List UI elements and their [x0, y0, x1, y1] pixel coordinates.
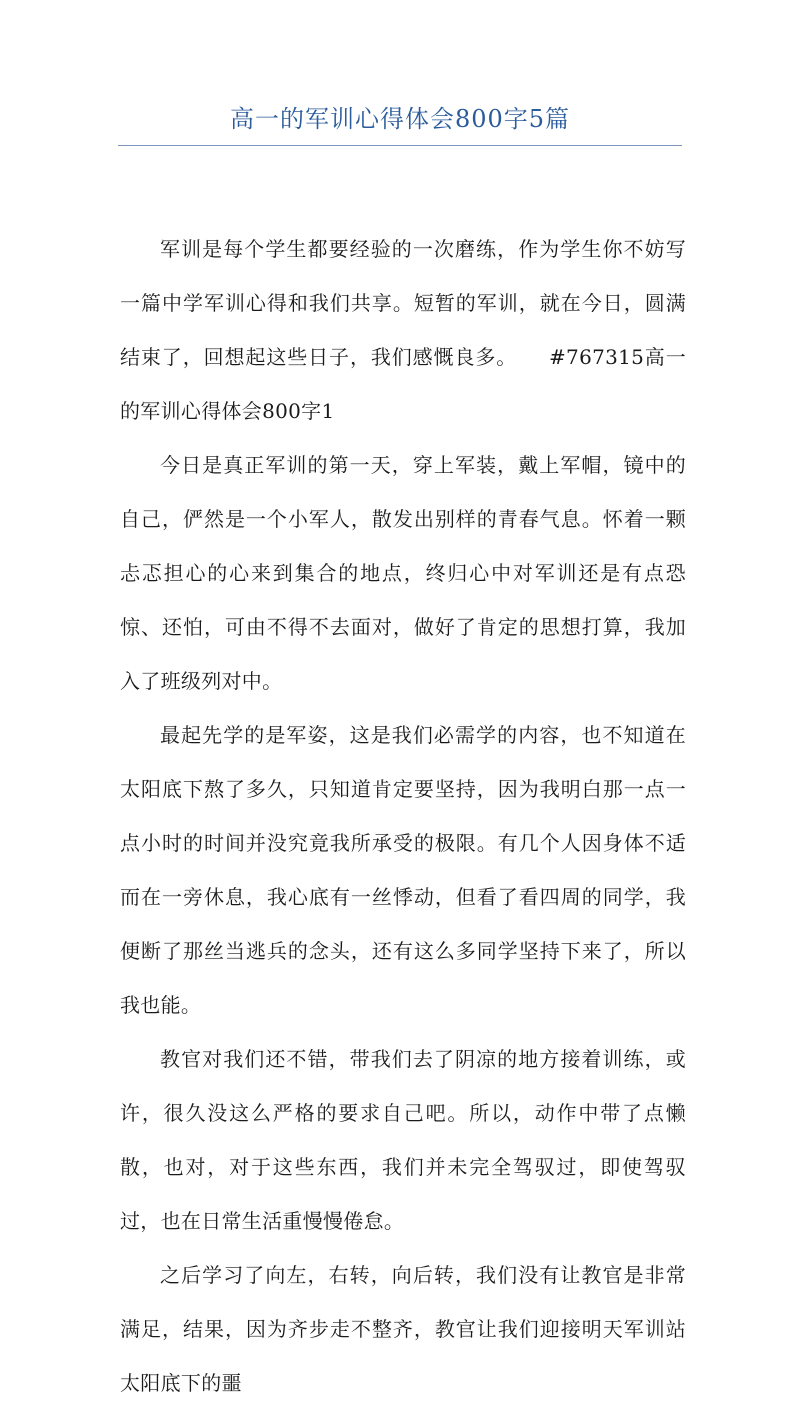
paragraph-3: 最起先学的是军姿，这是我们必需学的内容，也不知道在太阳底下熬了多久，只知道肯定要坚持，因为我明白那一点一点小时的时间并没究竟我所承受的极限。有几个人因身体不适而在一旁休息，我心底有一丝悸动，但看了看四周的同学，我便断了那丝当逃兵的念头，还有这么多同学坚持下来了，所以我也能。: [120, 723, 686, 1017]
document-title: 高一的军训心得体会800字5篇: [229, 105, 571, 133]
paragraph-5: 之后学习了向左，右转，向后转，我们没有让教官是非常满足，结果，因为齐步走不整齐，教官让我们迎接明天军训站太阳底下的噩: [120, 1263, 686, 1395]
document-body: [120, 222, 686, 1410]
paragraph-1: 军训是每个学生都要经验的一次磨练，作为学生你不妨写一篇中学军训心得和我们共享。短暂的军训，就在今日，圆满结束了，回想起这些日子，我们感慨良多。 #767315高一的军训心得体会800字1: [120, 237, 686, 423]
title-underline: [118, 145, 682, 146]
paragraph-2: 今日是真正军训的第一天，穿上军装，戴上军帽，镜中的自己，俨然是一个小军人，散发出别样的青春气息。怀着一颗忐忑担心的心来到集合的地点，终归心中对军训还是有点恐惊、还怕，可由不得不去面对，做好了肯定的思想打算，我加入了班级列对中。: [120, 453, 686, 693]
paragraph-4: 教官对我们还不错，带我们去了阴凉的地方接着训练，或许，很久没这么严格的要求自己吧。所以，动作中带了点懒散，也对，对于这些东西，我们并未完全驾驭过，即使驾驭过，也在日常生活重慢慢倦怠。: [120, 1047, 686, 1233]
